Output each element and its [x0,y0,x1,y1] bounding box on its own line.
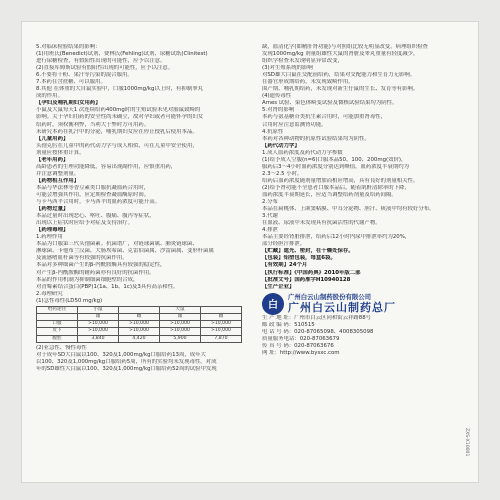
text-line: 组织学检查未发现明显异常改变， [262,58,343,65]
section-heading: 【包装】铝塑包装，每盒6袋。 [262,255,336,262]
section-heading: 【老年用药】 [36,156,69,163]
text-line: 1.成人血药浓度及药代动力学参数 [262,149,343,156]
section-heading: 【有效期】24个月 [262,262,308,269]
text-line: 本品与华法林等香豆素类口服抗凝血药合用时， [36,184,150,191]
text-line: 5.对临床检验结果的影响： [36,44,101,50]
table-cell: 5,900 [160,335,201,342]
table-cell: 腹腔 [37,335,78,342]
section-heading: 【药理毒理】 [36,227,69,234]
text-line: (2)亚急性、慢性毒性 [36,344,87,351]
text-line: 对青霉素结合蛋白(PBP)1(1a、1b、1c)及3具有高亲和性。 [36,283,179,290]
section-heading: 【生产企业】 [262,283,295,290]
table-header-row [37,306,242,313]
table-cell: >10,000 [201,321,242,328]
left-column [36,44,242,373]
left-text-block-after [36,345,242,373]
text-line: 本品对多种细菌产生的β-内酰胺酶具有较强的稳定性， [36,262,166,269]
table-cell: 口服 [37,321,78,328]
table-header-cell [201,306,242,313]
table-header-cell: 雌 [201,313,242,320]
text-line: 1.药理作用 [36,234,63,241]
table-row [37,328,242,335]
text-line: 并注意调整剂量。 [36,170,80,177]
text-line: 在血液、尿液中未发现具有抗菌活性的代谢产物。 [262,220,381,227]
text-line: 发现1000mg/kg 剂量组雄性大鼠的肾脏及睾丸重量有轻度减少， [262,51,419,58]
table-row [37,321,242,328]
text-line: 合用时应注意监测肾功能。 [262,121,327,128]
table-cell: 皮下 [37,328,78,335]
table-cell: >10,000 [78,328,119,335]
section-heading: 【儿童用药】 [36,135,69,142]
section-heading: 【批准文号】国药准字H10940128 [262,276,351,283]
text-line: Ames 试验、染色体畸变试验及微核试验结果均为阴性。 [262,100,398,107]
table-cell: >10,000 [160,328,201,335]
text-line: 与卡马西平合用时，卡马西平的血药浓度可能升高。 [36,199,160,206]
text-line: 出现以上症状时应给予对症及支持治疗。 [36,220,134,227]
text-line: 服药后3～4小时血药浓度分别达到峰值，血药浓度半衰期约为 [262,163,410,170]
text-line: 网 址：http://www.bysxc.com [262,349,340,356]
text-line: (1)用班氏(Benedict)试剂、费林氏(Fehling)试剂、尿糖试纸(Clinitest) [36,51,208,58]
text-line: 成的作用。 [36,93,63,100]
text-line: 及流感嗜血杆菌等有较强的抗菌作用。 [36,255,128,262]
table-cell: >10,000 [78,321,119,328]
text-line: 对SD雄大白鼠在交配前给药，结果对交配能力和生育力无影响。 [262,72,416,79]
table-row [37,335,242,342]
text-line: 未研究本药在乳汁中的分泌，哺乳期妇女应在停止授乳后使用本品。 [36,128,198,135]
text-line: 生 产 地 址：广州市白云区同和街云祥路88号 [262,314,372,321]
text-line: 电 话 号 码：020-87065098、4008305098 [262,328,374,335]
text-line: 本品的作用机制为抑制细菌细胞壁的合成， [36,276,139,283]
text-line: 头孢克肟在儿童中的药代动力学与成人相似，可在儿童中安全使用， [36,142,198,149]
text-line: 4.排泄 [262,227,278,234]
table-header-cell: 小鼠 [78,306,119,313]
table-header-cell: 雄 [78,313,119,320]
text-line: 传 真 号 码：020-87063676 [262,342,334,349]
right-column [262,44,468,357]
text-line: 7.本药在含蔗糖、可以服用。 [36,79,106,86]
company-contact-block [262,315,468,357]
text-line: 给药后血药浓度随剂量增加而相应增高，具有良好的剂量相关性。 [262,177,419,184]
table-cell: >10,000 [201,328,242,335]
table-header-cell: 雌 [119,313,160,320]
text-line: (1)给予成人空腹(n=6)口服本品50、100、200mg(效价)， [262,156,407,163]
text-line: 5.对肾的影响 [262,107,295,114]
text-line: 淋球菌、卡他布兰汉菌、大肠埃希菌、克雷伯菌属、沙雷菌属、变形杆菌属 [36,248,214,255]
text-line: (3)对生殖系统的影响 [262,65,313,72]
text-line: 邮 政 编 码：510515 [262,321,315,328]
left-text-block [36,44,242,305]
text-line: 质量服务电话：020-87063679 [262,335,340,342]
package-insert-sheet [22,22,478,482]
table-header-cell [37,313,78,320]
text-line: 本药对各种动物的抗原性试验结果均为阴性。 [262,135,370,142]
text-line: 对产生β-内酰胺酶的耐药菌亦有良好的抗菌作用。 [36,269,155,276]
text-line: 进行尿糖检查，有假阳性出现的可能性，应予以注意。 [36,58,166,65]
table-header-cell: 给药途径 [37,306,78,313]
table-header-row [37,313,242,320]
text-line: 本品过量时出现恶心、呕吐、腹痛、腹泻等症状， [36,213,155,220]
table-header-cell: 雄 [160,313,201,320]
table-cell: >10,000 [119,321,160,328]
text-line: 本品为口服第三代头孢菌素。抗菌谱广，对链球菌属、肺炎链球菌、 [36,241,198,248]
text-line: 8.其他 在体重的大自鼠实验中，口服1000mg/kg以上时，有抑制睾丸 [36,86,203,93]
section-heading: 【执行标准】《中国药典》2010年版二部 [262,269,361,276]
text-line: 可能会增强其作用，应定期检查凝血酶原时间。 [36,191,150,198]
table-cell: >10,000 [119,328,160,335]
manufacturer-brand [262,293,468,315]
table-cell: 4,420 [119,335,160,342]
text-line: (4)遗传毒性 [262,93,292,100]
company-logo-icon: 白 [262,293,284,315]
text-line: 4.抗原性 [262,128,284,135]
text-line: 小鼠及大鼠每天1 次连续给药400mg时的生殖试验未见对胎鼠致畸的 [36,107,201,114]
text-line: 3.代谢 [262,213,278,220]
text-line: (1)急性毒性(LD50 mg/kg) [36,297,103,304]
section-heading: 【贮藏】遮光、密封，在干燥处保存。 [262,248,354,255]
text-line: 以100、320及1,000mg/kg口服给药5周，所有的实验均未发现毒性。对成 [36,358,217,365]
text-line: (2)直接库姆斯试验有假阳性出现的可能性，应予以注意。 [36,65,174,72]
text-line: 年的SD雄性大白鼠以100、320及1,000mg/kg口服给药52周的试验中发现 [36,365,217,372]
table-cell: 3,840 [78,335,119,342]
text-line: 血药浓度半衰期延长，应适当调整给药剂量及给药间隔。 [262,191,397,198]
text-line: 给药时，须权衡利弊，当利大于弊时方可用药。 [36,121,150,128]
company-name-small: 广州白云山制药股份有限公司 [288,293,372,302]
text-line: 2.3～2.5 小时， [262,170,303,177]
text-line: 本品主要经肾脏排泄，给药后12小时内尿中排泄率约为20%， [262,234,411,241]
section-heading: 【药物过量】 [36,206,69,213]
text-line: 部分经胆汁排泄。 [262,241,306,248]
table-cell: 7,870 [201,335,242,342]
section-heading: 【药代动力学】 [262,142,300,149]
table-header-cell: 大鼠 [160,306,201,313]
text-line: 影响。关于孕妇用药的安全性尚未确立，故对孕妇或者可能怀孕的妇女 [36,114,204,121]
acute-toxicity-table [36,306,242,343]
text-line: 本药与氨基糖苷类抗生素合用时，可能加重肾毒性， [262,114,386,121]
print-code: ZXS-X10001 [464,428,469,457]
text-line: 本品在扁桃体、上颌窦粘膜、中耳分泌物、胆汁、痰液中均有较好分布。 [262,206,435,213]
company-name-large: 广州白云山制药总厂 [288,301,396,315]
text-line: 剂量应按体重计算。 [36,149,85,156]
table-header-cell [119,306,160,313]
text-line: 在器官形成期给药，未发现致畸作用。 [262,79,354,86]
text-line: 2.毒理研究 [36,290,63,297]
text-line: 围产期、哺乳期给药，未发现对新生仔鼠的生长、发育等有影响。 [262,86,419,93]
section-heading: 【药物相互作用】 [36,177,80,184]
table-cell: >10,000 [160,321,201,328]
text-line: 2.分布 [262,199,278,206]
right-text-block [262,44,468,291]
text-line: (2)给予肾功能不全患者口服本品后，随着肌酐清除率的下降， [262,184,410,191]
section-heading: 【孕妇及哺乳期妇女用药】 [36,100,101,107]
text-line: 缺，血清化学(如精肝肾功能)与对照组比较无明显改变。病理组织检查 [262,44,428,50]
text-line: 6.不要将干粉、果汁等污染的混合服用。 [36,72,133,79]
text-line: 高龄患者的生理功能降低，容易出现副作用，应慎重用药， [36,163,177,170]
text-line: 对于成年SD大白鼠以100、320及1,000mg/kg口服给药13周，成年大 [36,351,206,358]
